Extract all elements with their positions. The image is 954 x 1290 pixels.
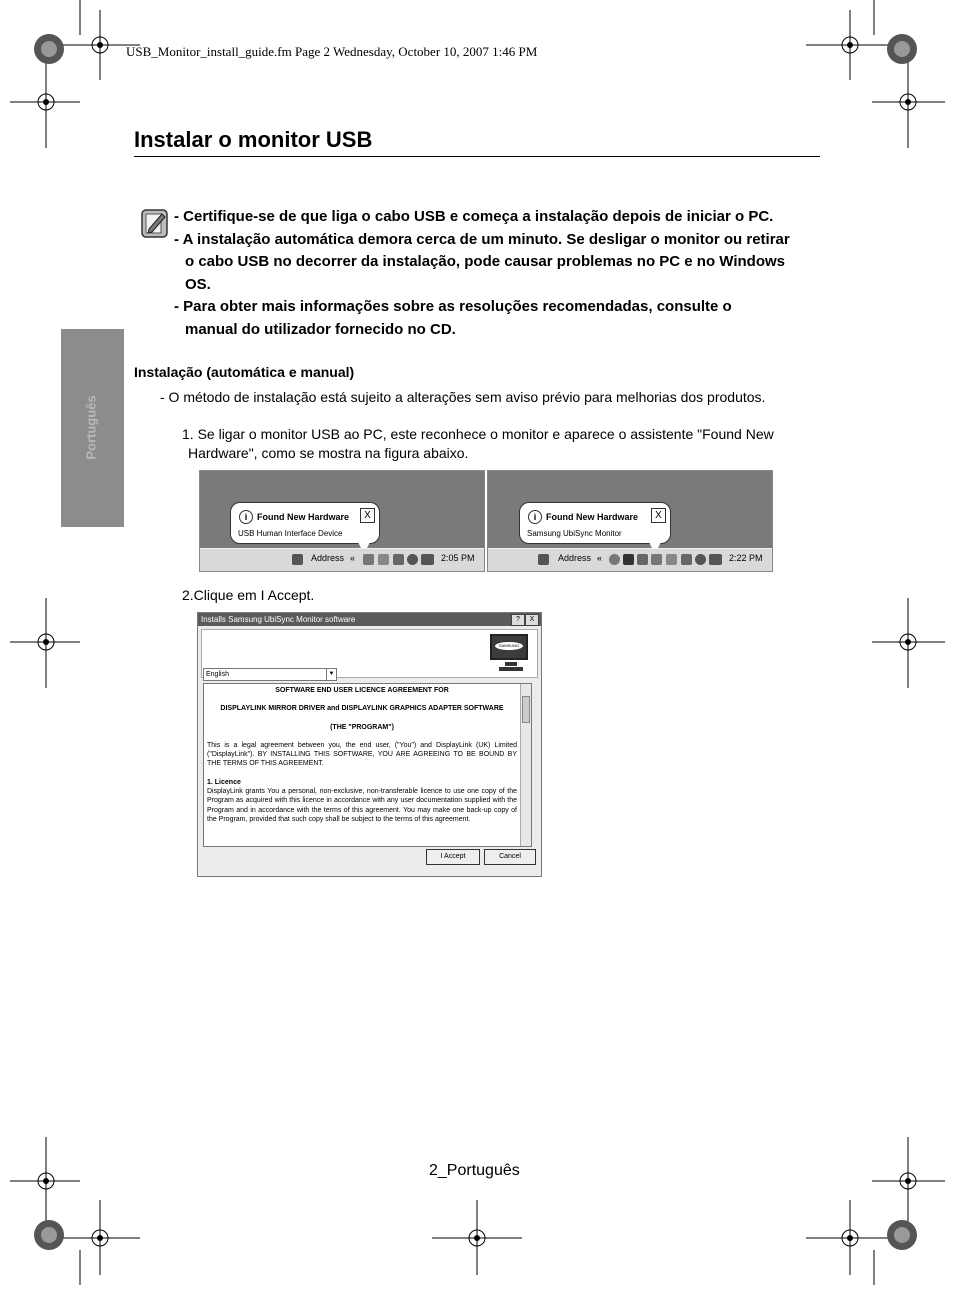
clock: 2:22 PM [729,553,763,563]
step-1-line-2: Hardware", como se mostra na figura abaixo. [188,445,469,461]
print-header: USB_Monitor_install_guide.fm Page 2 Wednesday, October 10, 2007 1:46 PM [126,44,538,59]
note-item-2-line-3: OS. [185,275,211,293]
language-value: English [206,671,229,678]
license-heading-4: 1. Licence [207,778,241,786]
balloon-title: Found New Hardware [546,512,639,522]
side-tab-label: Português [83,395,99,460]
note-item-3: - Para obter mais informações sobre as resoluções recomendadas, consulte o [174,298,732,315]
section-intro: - O método de instalação está sujeito a alterações sem aviso prévio para melhorias dos produtos. [160,389,766,405]
note-item-1: - Certifique-se de que liga o cabo USB e começa a instalação depois de iniciar o PC. [174,208,774,225]
address-label[interactable]: Address [558,553,592,563]
note-item-2-line-2: o cabo USB no decorrer da instalação, pode causar problemas no PC e no Windows [185,253,785,270]
info-icon: i [239,510,253,524]
clock: 2:05 PM [441,553,475,563]
step-1-line-1: 1. Se ligar o monitor USB ao PC, este reconhece o monitor e aparece o assistente "Found New [182,426,774,442]
page-footer: 2_Português [429,1162,520,1179]
tray-expand-icon[interactable]: « [597,553,603,563]
section-heading: Instalação (automática e manual) [134,364,355,380]
license-paragraph-1: This is a legal agreement between you, the end user, ("You") and DisplayLink (UK) Limited ("DisplayLink"). BY INSTALLING THIS SOFTWARE, YOU ARE AGREEING TO BE BOUND BY THE TERMS OF THIS AGREEMENT. [207,741,517,768]
license-paragraph-2: DisplayLink grants You a personal, non-exclusive, non-transferable licence to use one copy of the Program as acquired with this licence in accordance with any user documentation supplied with the Program and in accordance with the terms of this agreement. You may make one back-up copy of the Program, provided that such copy shall be subject to the terms of this agreement. [207,788,517,823]
note-item-2: - A instalação automática demora cerca de um minuto. Se desligar o monitor ou retirar [174,230,790,248]
samsung-monitor-logo: SAMSUNG [490,634,528,660]
accept-button[interactable]: I Accept [426,849,480,865]
balloon-close-button[interactable]: X [651,508,666,523]
close-button[interactable]: X [525,614,539,626]
license-heading-3: (THE "PROGRAM") [330,723,394,731]
cancel-button[interactable]: Cancel [484,849,536,865]
balloon-close-button[interactable]: X [360,508,375,523]
note-item-3-line-2: manual do utilizador fornecido no CD. [185,320,456,338]
license-heading-2: DISPLAYLINK MIRROR DRIVER and DISPLAYLINK GRAPHICS ADAPTER SOFTWARE [220,705,504,713]
page-title: Instalar o monitor USB [134,127,373,152]
help-button[interactable]: ? [511,614,525,626]
balloon-body: Samsung UbiSync Monitor [527,529,622,538]
license-heading-1: SOFTWARE END USER LICENCE AGREEMENT FOR [275,687,449,694]
step-2: 2.Clique em I Accept. [182,587,315,603]
chevron-down-icon[interactable]: ▼ [326,669,336,680]
balloon-title: Found New Hardware [257,512,350,522]
tray-expand-icon[interactable]: « [350,553,356,563]
address-label[interactable]: Address [311,553,345,563]
balloon-body: USB Human Interface Device [238,529,343,538]
dialog-title: Installs Samsung UbiSync Monitor software [198,613,541,626]
info-icon: i [528,510,542,524]
